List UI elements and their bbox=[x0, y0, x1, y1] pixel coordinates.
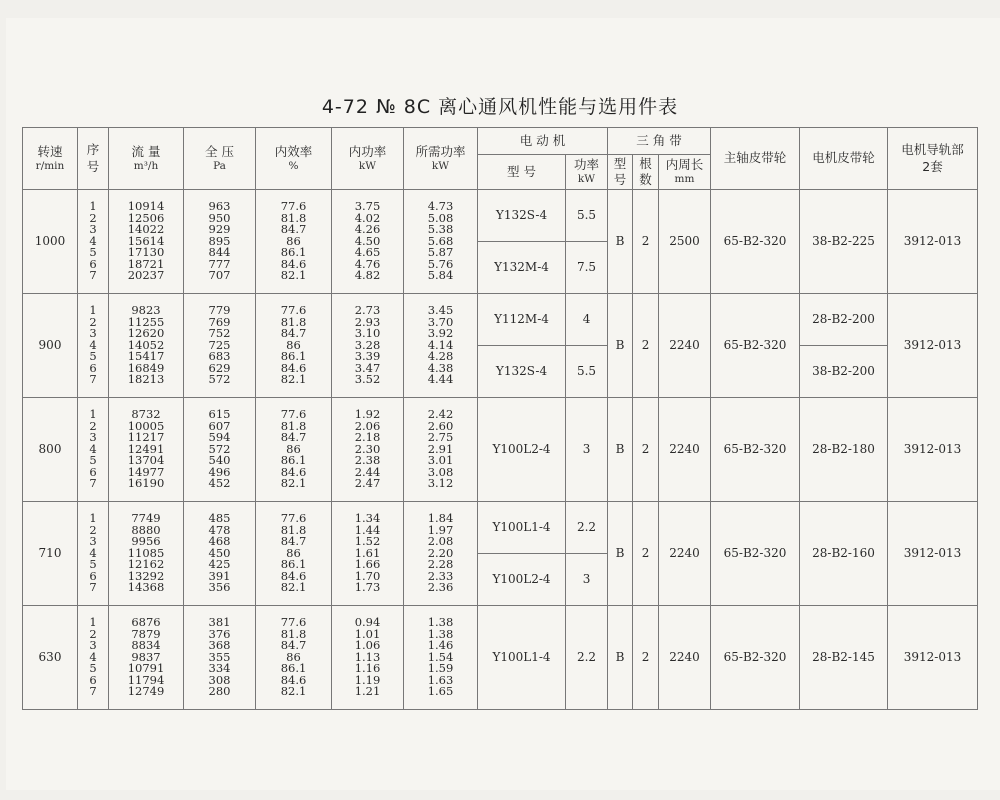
header-speed: 转速 r/min bbox=[23, 128, 78, 190]
seq-cell: 1 2 3 4 5 6 7 bbox=[78, 502, 109, 606]
inner-power-cell: 3.75 4.02 4.26 4.50 4.65 4.76 4.82 bbox=[332, 190, 404, 294]
belt-type-cell: B bbox=[608, 294, 633, 398]
motor-model-cell: Y112M-4 bbox=[478, 294, 566, 346]
required-power-cell: 1.84 1.97 2.08 2.20 2.28 2.33 2.36 bbox=[404, 502, 478, 606]
pressure-cell: 779 769 752 725 683 629 572 bbox=[184, 294, 256, 398]
pressure-cell: 381 376 368 355 334 308 280 bbox=[184, 606, 256, 710]
motor-pulley-cell: 28-B2-200 bbox=[800, 294, 888, 346]
required-power-cell: 4.73 5.08 5.38 5.68 5.87 5.76 5.84 bbox=[404, 190, 478, 294]
motor-power-cell: 3 bbox=[566, 554, 608, 606]
belt-length-cell: 2500 bbox=[659, 190, 711, 294]
belt-count-cell: 2 bbox=[633, 398, 659, 502]
speed-cell: 900 bbox=[23, 294, 78, 398]
header-pressure: 全 压 Pa bbox=[184, 128, 256, 190]
motor-power-cell: 5.5 bbox=[566, 190, 608, 242]
main-pulley-cell: 65-B2-320 bbox=[711, 398, 800, 502]
header-motor-power: 功率 kW bbox=[566, 155, 608, 190]
speed-cell: 710 bbox=[23, 502, 78, 606]
efficiency-cell: 77.6 81.8 84.7 86 86.1 84.6 82.1 bbox=[256, 502, 332, 606]
efficiency-cell: 77.6 81.8 84.7 86 86.1 84.6 82.1 bbox=[256, 606, 332, 710]
motor-rail-cell: 3912-013 bbox=[888, 294, 978, 398]
speed-cell: 1000 bbox=[23, 190, 78, 294]
seq-cell: 1 2 3 4 5 6 7 bbox=[78, 398, 109, 502]
seq-cell: 1 2 3 4 5 6 7 bbox=[78, 294, 109, 398]
inner-power-cell: 0.94 1.01 1.06 1.13 1.16 1.19 1.21 bbox=[332, 606, 404, 710]
belt-count-cell: 2 bbox=[633, 190, 659, 294]
motor-pulley-cell: 38-B2-225 bbox=[800, 190, 888, 294]
speed-cell: 800 bbox=[23, 398, 78, 502]
motor-model-cell: Y100L1-4 bbox=[478, 606, 566, 710]
table-title: 4-72 № 8C 离心通风机性能与选用件表 bbox=[321, 96, 679, 118]
header-belt-count: 根 数 bbox=[633, 155, 659, 190]
inner-power-cell: 1.92 2.06 2.18 2.30 2.38 2.44 2.47 bbox=[332, 398, 404, 502]
belt-length-cell: 2240 bbox=[659, 398, 711, 502]
belt-count-cell: 2 bbox=[633, 502, 659, 606]
belt-type-cell: B bbox=[608, 606, 633, 710]
belt-count-cell: 2 bbox=[633, 606, 659, 710]
header-motor-rail: 电机导轨部 2套 bbox=[888, 128, 978, 190]
flow-cell: 7749 8880 9956 11085 12162 13292 14368 bbox=[109, 502, 184, 606]
group-row-1000 bbox=[23, 190, 978, 242]
belt-type-cell: B bbox=[608, 502, 633, 606]
header-motor: 电 动 机 bbox=[478, 128, 608, 155]
motor-power-cell: 4 bbox=[566, 294, 608, 346]
header-efficiency: 内效率 % bbox=[256, 128, 332, 190]
seq-cell: 1 2 3 4 5 6 7 bbox=[78, 606, 109, 710]
pressure-cell: 615 607 594 572 540 496 452 bbox=[184, 398, 256, 502]
belt-count-cell: 2 bbox=[633, 294, 659, 398]
main-pulley-cell: 65-B2-320 bbox=[711, 190, 800, 294]
header-belt: 三 角 带 bbox=[608, 128, 711, 155]
motor-pulley-cell: 38-B2-200 bbox=[800, 346, 888, 398]
flow-cell: 6876 7879 8834 9837 10791 11794 12749 bbox=[109, 606, 184, 710]
required-power-cell: 3.45 3.70 3.92 4.14 4.28 4.38 4.44 bbox=[404, 294, 478, 398]
efficiency-cell: 77.6 81.8 84.7 86 86.1 84.6 82.1 bbox=[256, 294, 332, 398]
header-motor-pulley: 电机皮带轮 bbox=[800, 128, 888, 190]
motor-pulley-cell: 28-B2-180 bbox=[800, 398, 888, 502]
inner-power-cell: 1.34 1.44 1.52 1.61 1.66 1.70 1.73 bbox=[332, 502, 404, 606]
group-row-630 bbox=[23, 606, 978, 710]
motor-power-cell: 2.2 bbox=[566, 502, 608, 554]
motor-model-cell: Y132S-4 bbox=[478, 346, 566, 398]
belt-type-cell: B bbox=[608, 398, 633, 502]
motor-model-cell: Y132S-4 bbox=[478, 190, 566, 242]
motor-model-cell: Y100L1-4 bbox=[478, 502, 566, 554]
motor-model-cell: Y100L2-4 bbox=[478, 554, 566, 606]
main-pulley-cell: 65-B2-320 bbox=[711, 294, 800, 398]
flow-cell: 8732 10005 11217 12491 13704 14977 16190 bbox=[109, 398, 184, 502]
flow-cell: 9823 11255 12620 14052 15417 16849 18213 bbox=[109, 294, 184, 398]
motor-power-cell: 2.2 bbox=[566, 606, 608, 710]
pressure-cell: 485 478 468 450 425 391 356 bbox=[184, 502, 256, 606]
motor-pulley-cell: 28-B2-145 bbox=[800, 606, 888, 710]
header-seq: 序 号 bbox=[78, 128, 109, 190]
motor-power-cell: 3 bbox=[566, 398, 608, 502]
belt-type-cell: B bbox=[608, 190, 633, 294]
header-flow: 流 量 m³/h bbox=[109, 128, 184, 190]
belt-length-cell: 2240 bbox=[659, 606, 711, 710]
group-row-800 bbox=[23, 398, 978, 502]
flow-cell: 10914 12506 14022 15614 17130 18721 20237 bbox=[109, 190, 184, 294]
belt-length-cell: 2240 bbox=[659, 294, 711, 398]
motor-power-cell: 7.5 bbox=[566, 242, 608, 294]
main-pulley-cell: 65-B2-320 bbox=[711, 606, 800, 710]
group-row-710 bbox=[23, 502, 978, 554]
speed-cell: 630 bbox=[23, 606, 78, 710]
group-row-900 bbox=[23, 294, 978, 346]
main-pulley-cell: 65-B2-320 bbox=[711, 502, 800, 606]
seq-cell: 1 2 3 4 5 6 7 bbox=[78, 190, 109, 294]
motor-model-cell: Y132M-4 bbox=[478, 242, 566, 294]
motor-power-cell: 5.5 bbox=[566, 346, 608, 398]
motor-rail-cell: 3912-013 bbox=[888, 190, 978, 294]
header-inner-power: 内功率 kW bbox=[332, 128, 404, 190]
motor-rail-cell: 3912-013 bbox=[888, 502, 978, 606]
belt-length-cell: 2240 bbox=[659, 502, 711, 606]
motor-pulley-cell: 28-B2-160 bbox=[800, 502, 888, 606]
inner-power-cell: 2.73 2.93 3.10 3.28 3.39 3.47 3.52 bbox=[332, 294, 404, 398]
header-motor-model: 型 号 bbox=[478, 155, 566, 190]
pressure-cell: 963 950 929 895 844 777 707 bbox=[184, 190, 256, 294]
header-belt-type: 型 号 bbox=[608, 155, 633, 190]
header-main-pulley: 主轴皮带轮 bbox=[711, 128, 800, 190]
required-power-cell: 2.42 2.60 2.75 2.91 3.01 3.08 3.12 bbox=[404, 398, 478, 502]
header-belt-length: 内周长 mm bbox=[659, 155, 711, 190]
motor-rail-cell: 3912-013 bbox=[888, 606, 978, 710]
efficiency-cell: 77.6 81.8 84.7 86 86.1 84.6 82.1 bbox=[256, 190, 332, 294]
efficiency-cell: 77.6 81.8 84.7 86 86.1 84.6 82.1 bbox=[256, 398, 332, 502]
motor-rail-cell: 3912-013 bbox=[888, 398, 978, 502]
required-power-cell: 1.38 1.38 1.46 1.54 1.59 1.63 1.65 bbox=[404, 606, 478, 710]
motor-model-cell: Y100L2-4 bbox=[478, 398, 566, 502]
header-required-power: 所需功率 kW bbox=[404, 128, 478, 190]
fan-performance-table bbox=[22, 127, 978, 710]
